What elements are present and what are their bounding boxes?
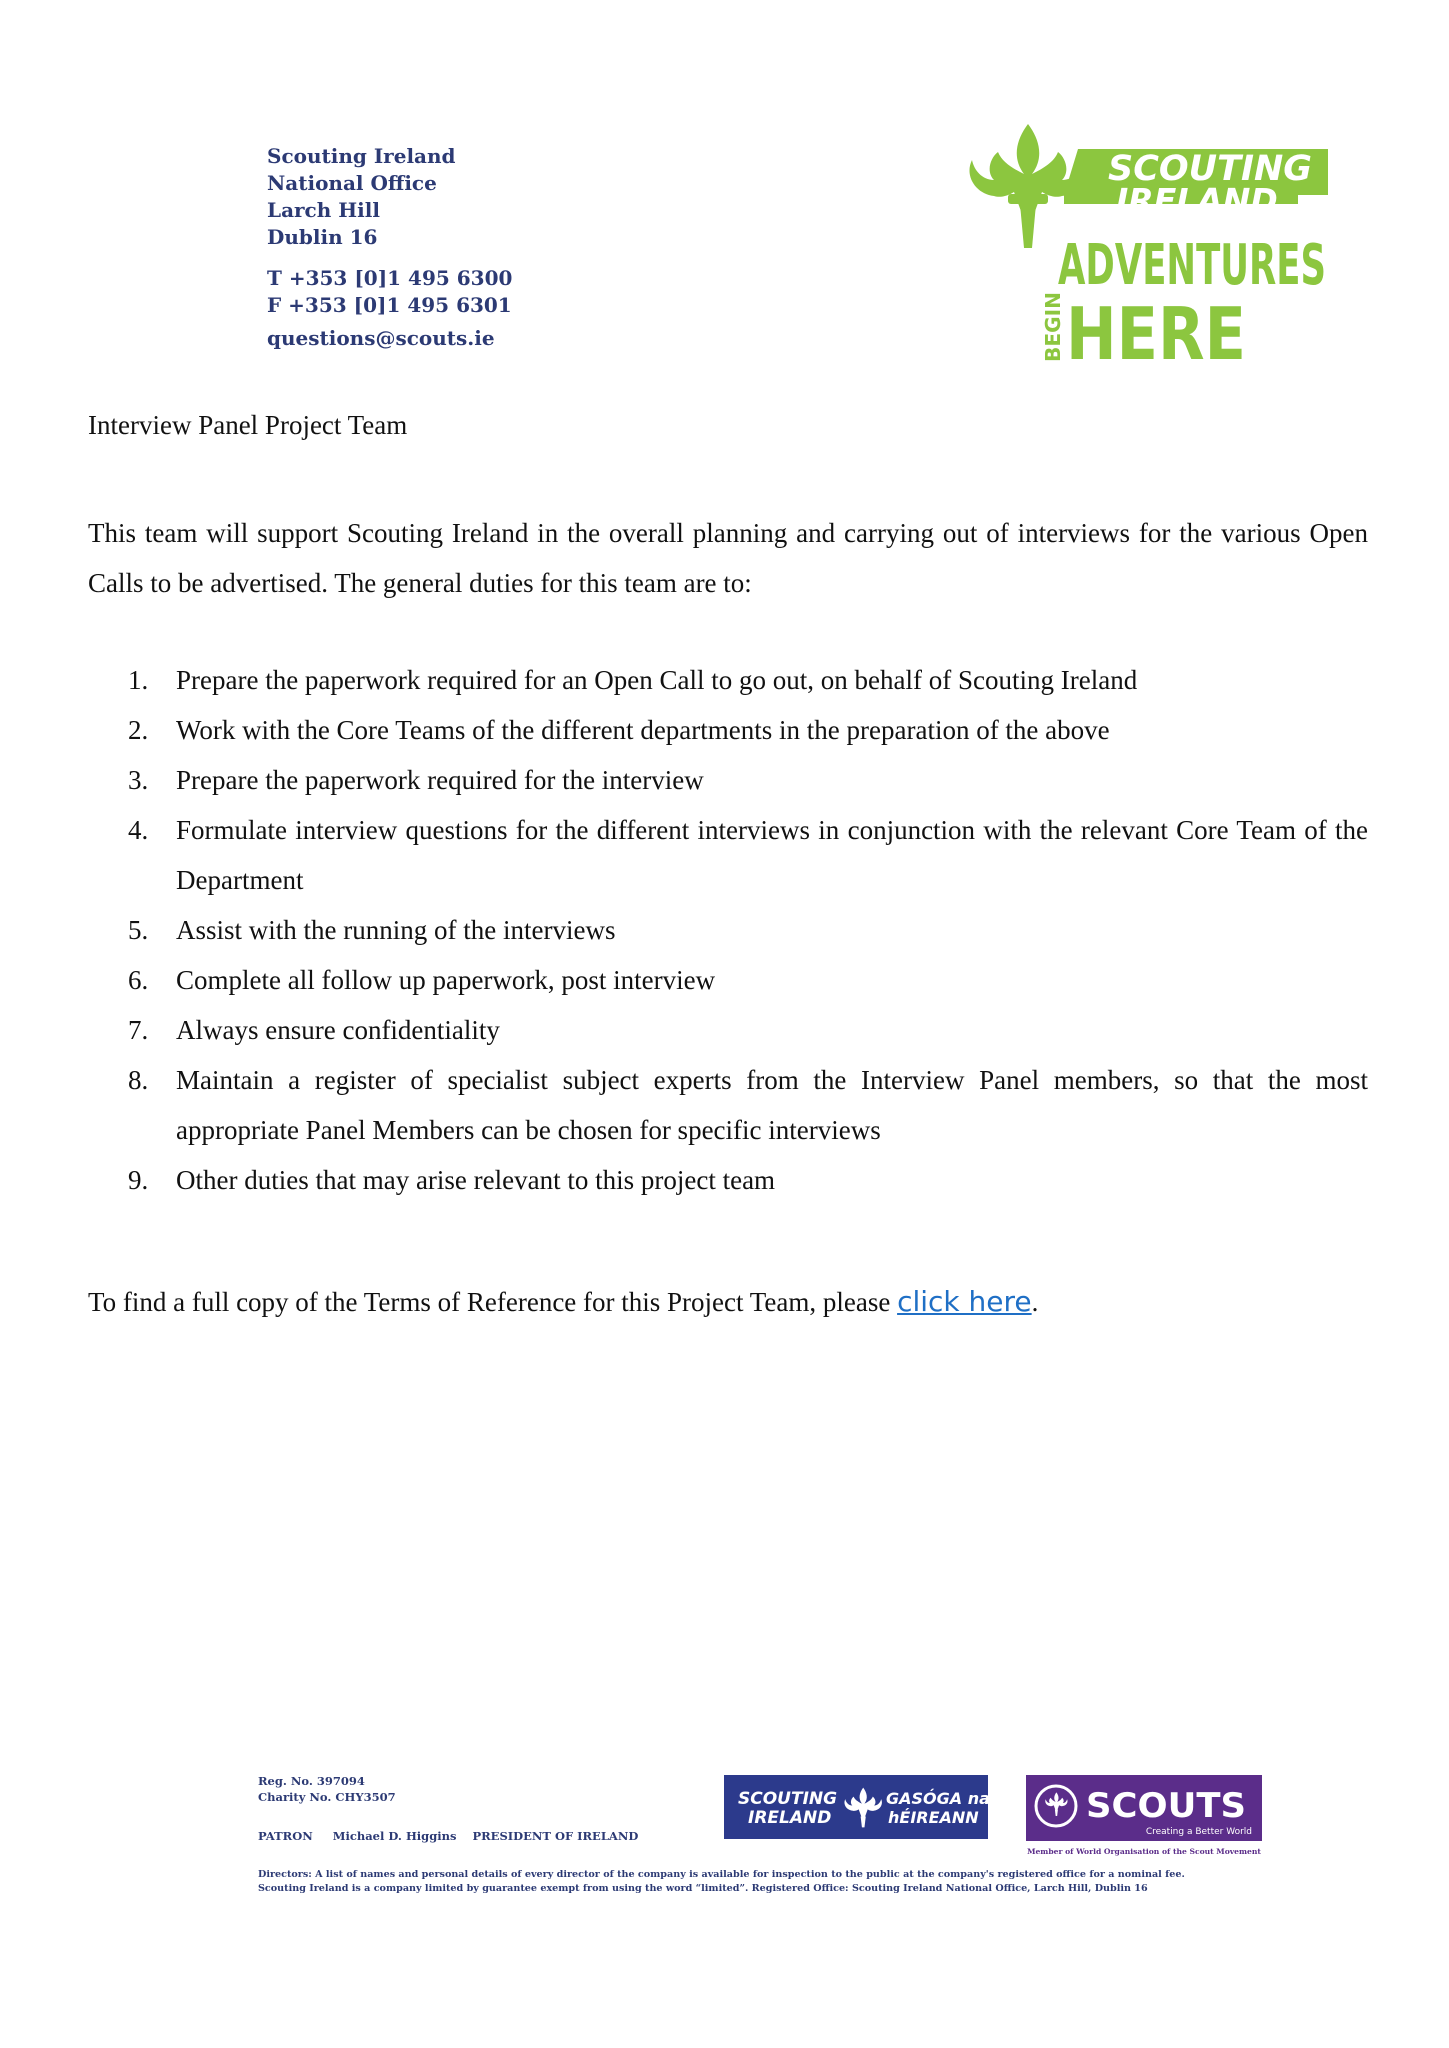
logo-line-2: IRELAND [1116, 181, 1278, 220]
city: Dublin 16 [267, 225, 378, 249]
street: Larch Hill [267, 198, 380, 222]
closing-period: . [1031, 1287, 1039, 1317]
item-number: 8. [128, 1065, 149, 1095]
list-item [88, 1155, 1368, 1205]
list-item [88, 755, 1368, 805]
patron-line: PATRON Michael D. Higgins PRESIDENT OF IRELAND [258, 1829, 639, 1843]
item-text: Prepare the paperwork required for the interview [176, 765, 704, 795]
terms-of-reference-link[interactable]: click here [897, 1285, 1032, 1318]
closing-text: To find a full copy of the Terms of Reference for this Project Team, please [88, 1287, 891, 1317]
org-name: Scouting Ireland [267, 144, 456, 168]
list-item [88, 905, 1368, 955]
scouting-ireland-logo [968, 122, 1328, 376]
letterhead-address [267, 143, 512, 352]
item-text: Complete all follow up paperwork, post interview [176, 965, 716, 995]
closing-sentence [88, 1285, 1038, 1318]
intro-paragraph: This team will support Scouting Ireland in the overall planning and carrying out of interviews for the various Open Calls to be advertised. The general duties for this team are to: [88, 518, 1368, 598]
logo-line-4: HERE [1066, 292, 1246, 376]
wosm-member-text: Member of World Organisation of the Scout Movement [1027, 1847, 1261, 1856]
logo-line-1: SCOUTING [1108, 149, 1312, 189]
badge-line-4: hÉIREANN [888, 1808, 979, 1827]
fleur-de-lis-icon [844, 1788, 881, 1828]
list-item [88, 705, 1368, 755]
badge-line-2: IRELAND [748, 1808, 832, 1828]
badge-line-1: SCOUTING [738, 1789, 838, 1809]
item-text: Assist with the running of the interviews [176, 915, 616, 945]
list-item [88, 655, 1368, 705]
email-address: questions@scouts.ie [267, 326, 495, 350]
directors-notice: Directors: A list of names and personal details of every director of the company is available for inspection to the public at the company's registered office for a nominal fee. [258, 1869, 1185, 1880]
item-text: Work with the Core Teams of the different departments in the preparation of the above [176, 715, 1110, 745]
item-text: Always ensure confidentiality [176, 1015, 500, 1045]
item-text: Maintain a register of specialist subject experts from the Interview Panel members, so that the most appropriate Panel Members can be chosen for specific interviews [176, 1065, 1368, 1145]
item-number: 2. [128, 715, 149, 745]
item-number: 3. [128, 765, 149, 795]
charity-number: Charity No. CHY3507 [258, 1790, 396, 1804]
item-number: 7. [128, 1015, 149, 1045]
scouts-wordmark: SCOUTS [1086, 1786, 1246, 1826]
item-number: 4. [128, 815, 149, 845]
reg-number: Reg. No. 397094 [258, 1774, 365, 1788]
item-number: 6. [128, 965, 149, 995]
scouts-tagline: Creating a Better World [1145, 1827, 1252, 1837]
page-title: Interview Panel Project Team [88, 410, 408, 440]
phone-number: T +353 [0]1 495 6300 [267, 266, 513, 290]
logo-line-3: ADVENTURES [1058, 233, 1326, 298]
fax-number: F +353 [0]1 495 6301 [267, 293, 512, 317]
list-item [88, 955, 1368, 1005]
logo-vertical-text: BEGIN [1041, 292, 1065, 362]
scouting-ireland-badge [724, 1775, 988, 1839]
world-scouts-badge [1026, 1775, 1262, 1841]
company-notice: Scouting Ireland is a company limited by guarantee exempt from using the word “limited”. Registered Office: Scouting Ireland National Office, Larch Hill, Dublin 16 [258, 1883, 1148, 1894]
list-item [88, 805, 1368, 905]
legal-notice [258, 1868, 1268, 1896]
item-number: 9. [128, 1165, 149, 1195]
list-item [88, 1005, 1368, 1055]
item-number: 1. [128, 665, 149, 695]
office-name: National Office [267, 171, 437, 195]
item-number: 5. [128, 915, 149, 945]
list-item [88, 1055, 1368, 1155]
item-text: Other duties that may arise relevant to this project team [176, 1165, 776, 1195]
badge-line-3: GASÓGA na [886, 1789, 990, 1808]
fleur-de-lis-icon [969, 124, 1086, 248]
duties-list [88, 655, 1368, 1205]
item-text: Prepare the paperwork required for an Open Call to go out, on behalf of Scouting Ireland [176, 665, 1138, 695]
item-text: Formulate interview questions for the different interviews in conjunction with the relevant Core Team of the Department [176, 815, 1368, 895]
registration-info [258, 1773, 396, 1805]
